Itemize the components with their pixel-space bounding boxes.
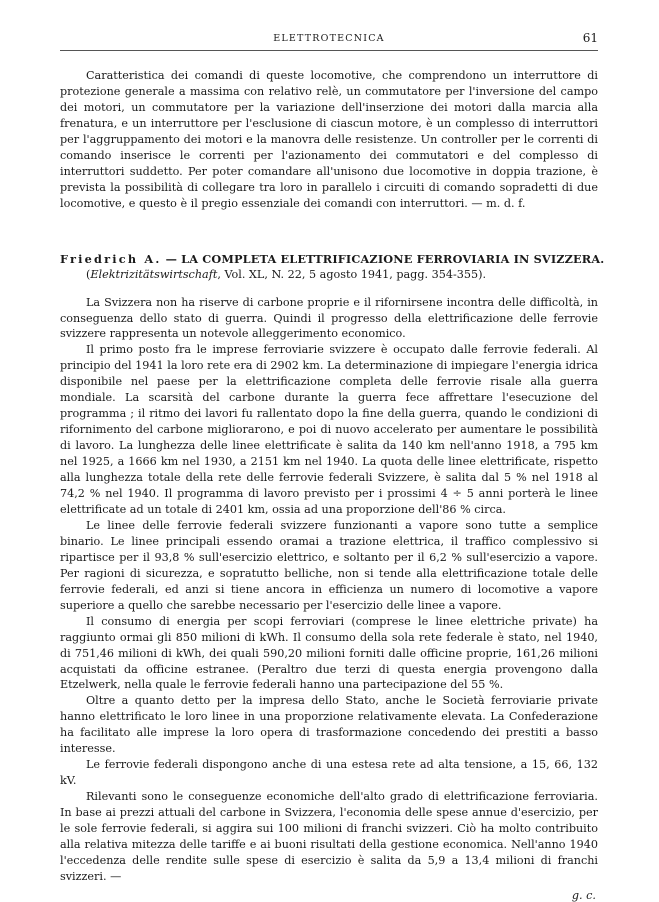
article-paragraph: Le ferrovie federali dispongono anche di una estesa rete ad alta tensione, a 15, 66, 132 kV. bbox=[60, 758, 598, 788]
article-body bbox=[60, 295, 598, 902]
page-number: 61 bbox=[582, 31, 598, 45]
article-heading bbox=[60, 251, 605, 283]
article-paragraph: Il primo posto fra le imprese ferroviarie svizzere è occupato dalle ferrovie federali. Al principio del 1941 la loro rete era di 2902 km. La determinazione di impiegare l'energia idrica disponibile nel paese per la elettrificazione completa delle ferrovie risale alla guerra mondiale. La scarsità del carbone durante la guerra fece affrettare l'esecuzione del programma ; il ritmo dei lavori fu rallentato dopo la fine della guerra, quando le condizioni di rifornimento del carbone migliorarono, e poi di nuovo accelerato per aumentare le possibilità di lavoro. La lunghezza delle linee elettrificate è salita da 140 km nell'anno 1918, a 795 km nel 1925, a 1666 km nel 1930, a 2151 km nel 1940. La quota delle linee elettrificate, rispetto alla lunghezza totale della rete delle ferrovie federali Svizzere, è salita dal 5 % nel 1918 al 74,2 % nel 1940. Il programma di lavoro previsto per i prossimi 4 ÷ 5 anni porterà le linee elettrificate ad un totale di 2401 km, ossia ad una proporzione dell'86 % circa. bbox=[60, 343, 598, 516]
article-paragraph: Rilevanti sono le conseguenze economiche dell'alto grado di elettrificazione ferroviaria. In base ai prezzi attuali del carbone in Svizzera, l'economia delle spese annue d'esercizio, per le sole ferrovie federali, si aggira sui 100 milioni di franchi svizzeri. Ciò ha molto contribuito alla relativa mitezza delle tariffe e ai buoni risultati della gestione economica. Nell'anno 1940 l'eccedenza delle rendite sulle spese di esercizio è salita da 5,9 a 13,4 milioni di franchi svizzeri. — bbox=[60, 790, 598, 883]
article-paragraph: Il consumo di energia per scopi ferroviari (comprese le linee elettriche private) ha raggiunto ormai gli 850 milioni di kWh. Il consumo della sola rete federale è stato, nel 1940, di 751,46 milioni di kWh, dei quali 590,20 milioni forniti dalle officine proprie, 161,26 milioni acquistati da officine estranee. (Peraltro due terzi di questa energia provengono dalla Etzelwerk, nella quale le ferrovie federali hanno una partecipazione del 55 %. bbox=[60, 614, 598, 692]
source-citation: , Vol. XL, N. 22, 5 agosto 1941, pagg. 354-355). bbox=[217, 267, 487, 281]
running-header bbox=[60, 32, 598, 51]
running-title: ELETTROTECNICA bbox=[273, 33, 385, 44]
article-title-line bbox=[60, 251, 605, 267]
journal-name: Elektrizitätswirtschaft bbox=[90, 267, 218, 281]
article-paragraph: Le linee delle ferrovie federali svizzere funzionanti a vapore sono tutte a semplice binario. Le linee principali essendo oramai a trazione elettrica, il traffico complessivo si ripartisce per il 93,8 % sull'esercizio elettrico, e soltanto per il 6,2 % sull'esercizio a vapore. Per ragioni di sicurezza, e sopratutto belliche, non si tende alla elettrificazione totale delle ferrovie federali, ed anzi si tiene ancora in efficienza un numero di locomotive a vapore superiore a quello che sarebbe necessario per l'esercizio delle linee a vapore. bbox=[60, 518, 598, 612]
page-content bbox=[60, 68, 605, 902]
heading-dash: — bbox=[161, 251, 182, 266]
article-source bbox=[60, 267, 598, 283]
article-paragraph: La Svizzera non ha riserve di carbone proprie e il rifornirsene incontra delle difficoltà, in conseguenza dello stato di guerra. Quindi il progresso della elettrificazione delle ferrovie svizzere rappresenta un notevole alleggerimento economico. bbox=[60, 295, 598, 341]
article-paragraph: Oltre a quanto detto per la impresa dello Stato, anche le Società ferroviarie private hanno elettrificato le loro linee in una proporzione relativamente elevata. La Confederazione ha facilitato alle imprese la loro opera di trasformazione concedendo dei prestiti a basso interesse. bbox=[60, 694, 598, 756]
article-title: LA COMPLETA ELETTRIFICAZIONE FERROVIARIA IN SVIZZERA. bbox=[181, 251, 605, 266]
intro-paragraph: Caratteristica dei comandi di queste locomotive, che comprendono un interruttore di protezione generale a massima con relativo relè, un commutatore per l'inversione del campo dei motori, un commutatore per la variazione dell'inserzione dei motori dalla marcia alla frenatura, e un interruttore per l'esclusione di ciascun motore, è un complesso di interruttori per l'aggruppamento dei motori e la manovra delle resistenze. Un controller per le correnti di comando inserisce le correnti per l'azionamento dei commutatori e del complesso di interruttori suddetto. Per poter comandare all'unisono due locomotive in doppia trazione, è prevista la possibilità di collegare tra loro in parallelo i circuiti di comando sopradetti di due locomotive, e questo è il pregio essenziale dei comandi con interruttori. — m. d. f. bbox=[60, 69, 598, 210]
article-signoff: g. c. bbox=[571, 888, 596, 902]
source-open-paren: ( bbox=[86, 267, 91, 281]
article-author: Friedrich A. bbox=[60, 251, 162, 266]
